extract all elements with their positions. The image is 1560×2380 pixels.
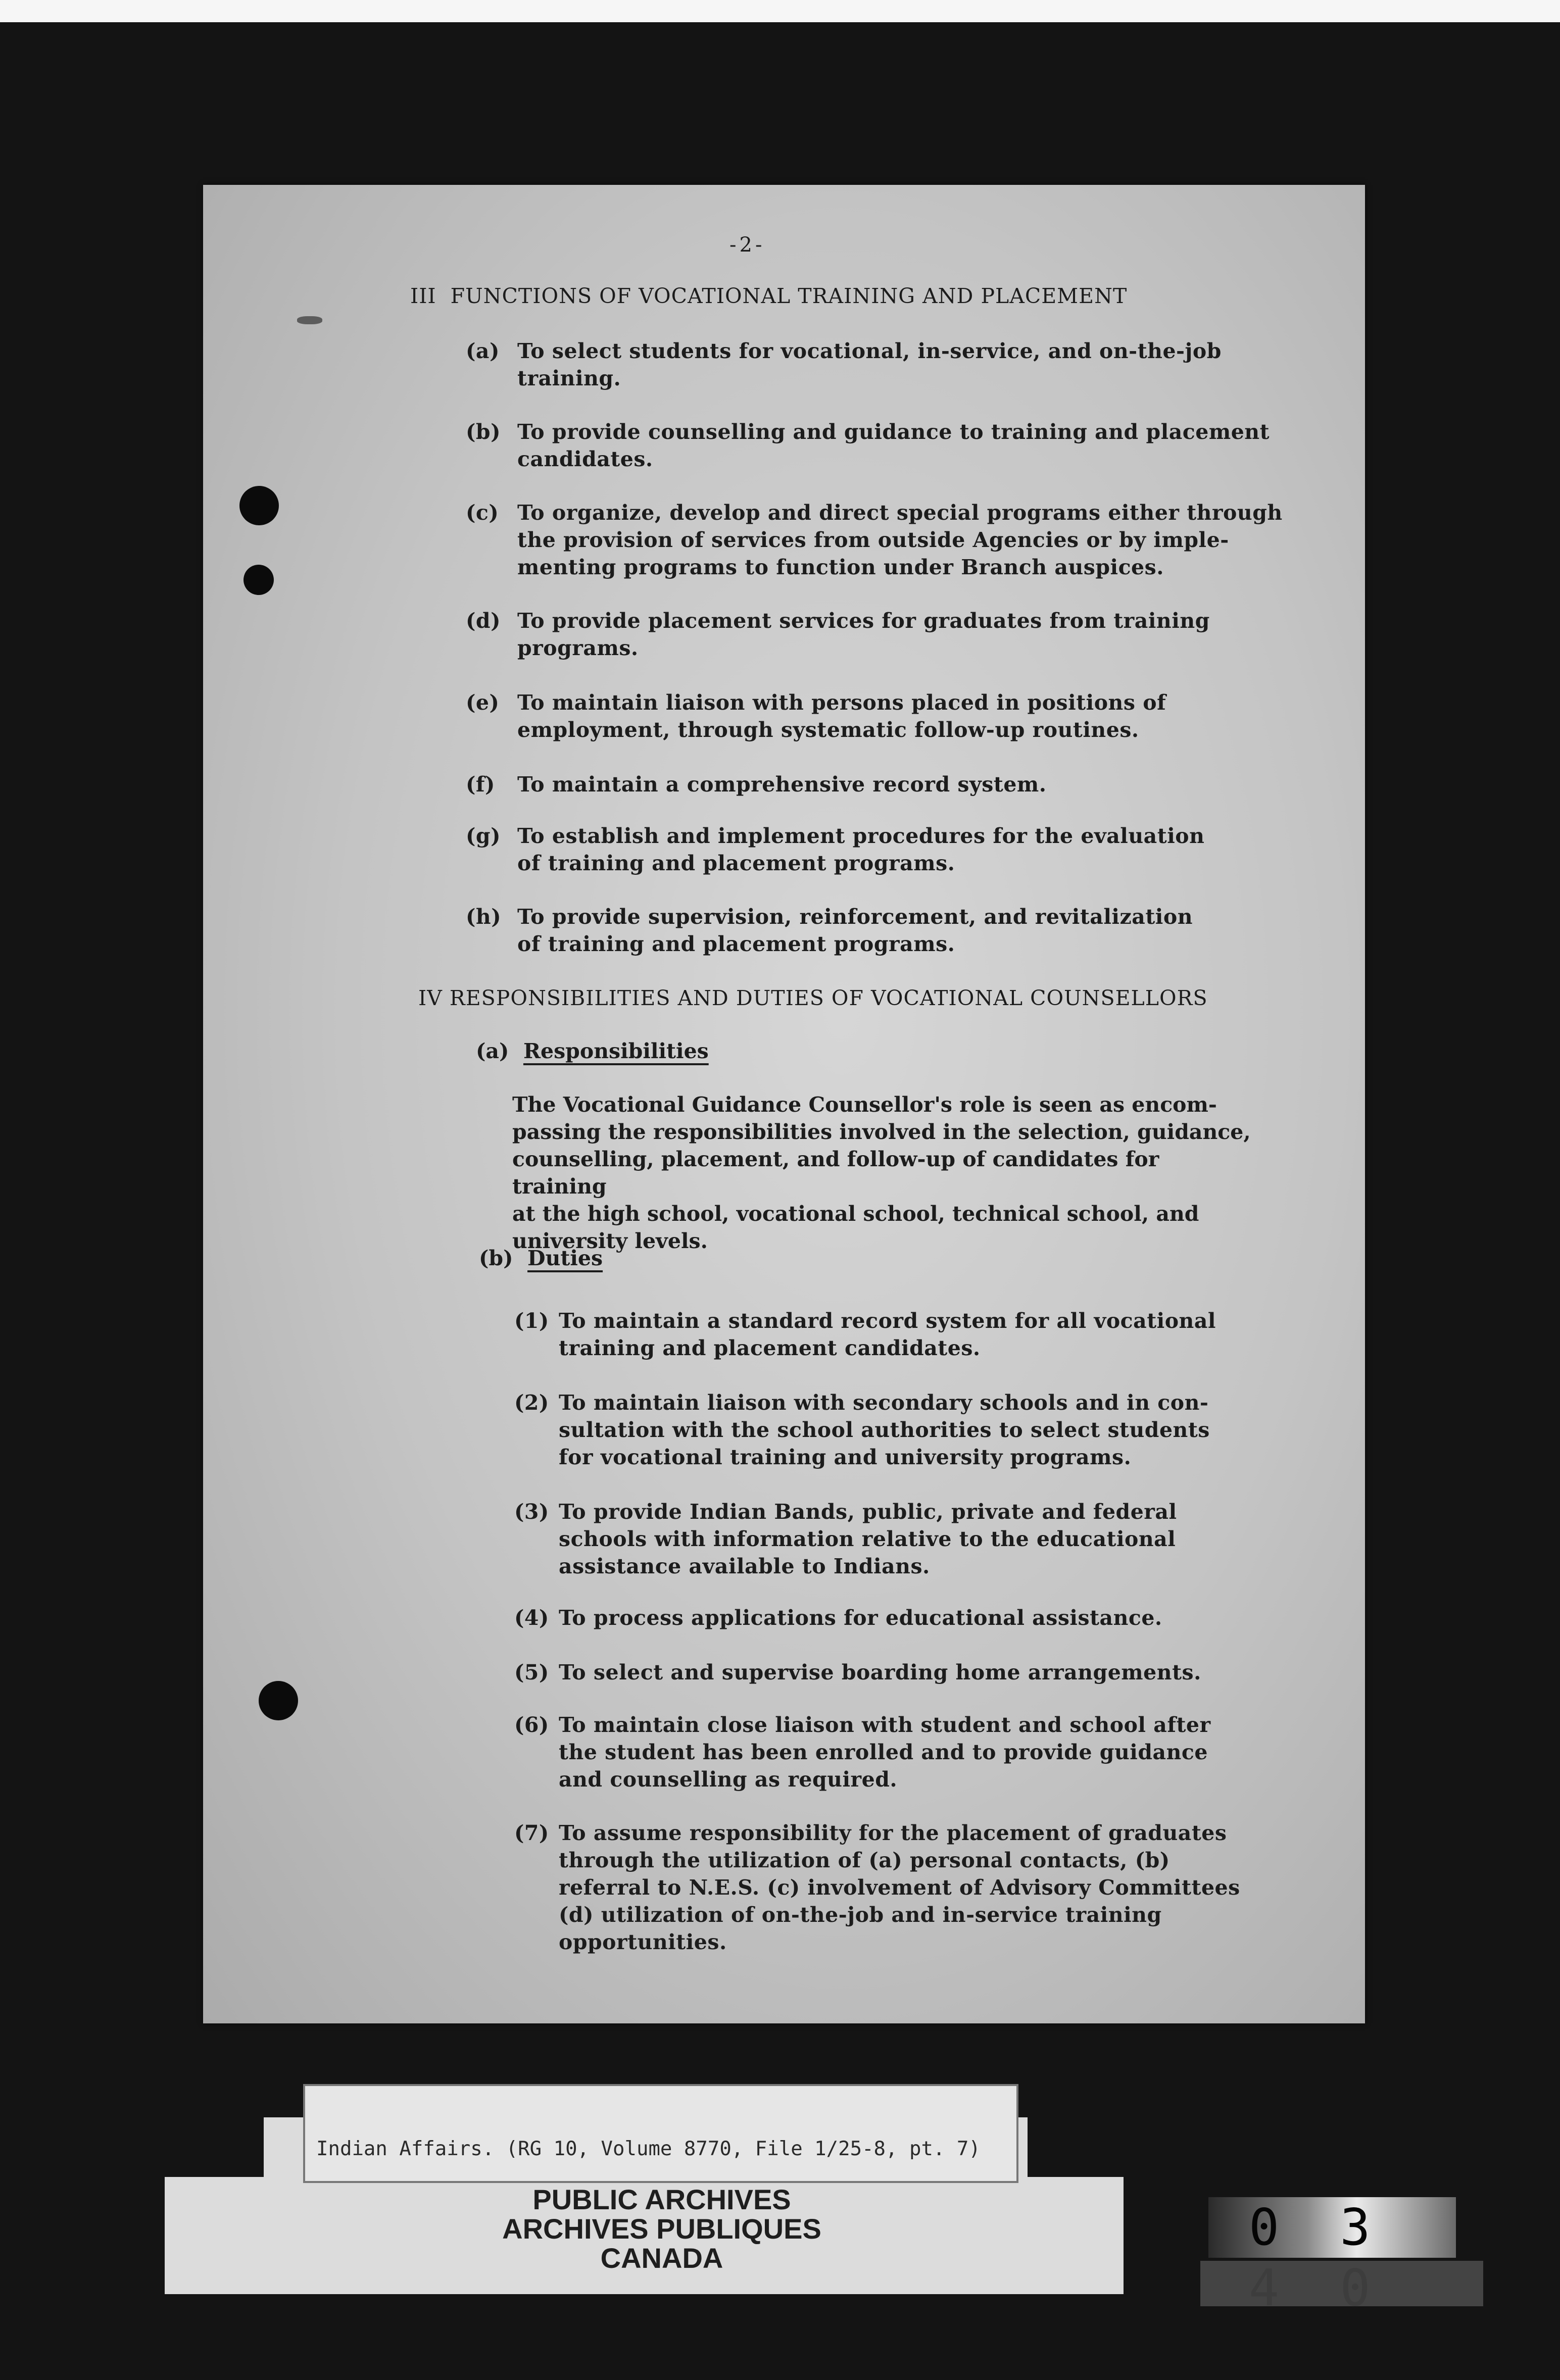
function-item-c — [466, 499, 1325, 581]
punch-hole-1 — [239, 486, 279, 525]
frame-number-blur — [1200, 2261, 1483, 2306]
duty-item-2 — [514, 1389, 1272, 1471]
punch-hole-3 — [259, 1681, 298, 1720]
item-label: (5) — [514, 1660, 549, 1684]
function-item-g — [466, 822, 1294, 877]
duty-item-6 — [514, 1711, 1272, 1793]
section-iii-heading — [410, 284, 1127, 308]
item-label: (e) — [466, 690, 500, 715]
punch-hole-2 — [243, 565, 274, 595]
duty-item-5 — [514, 1659, 1272, 1686]
item-label: (4) — [514, 1606, 549, 1630]
item-text: To provide Indian Bands, public, private and federal schools with information relative to the educational assistance available to Indians. — [559, 1500, 1177, 1578]
item-label: (b) — [466, 420, 501, 444]
sub-label: (a) — [476, 1039, 509, 1063]
archive-citation: Indian Affairs. (RG 10, Volume 8770, File 1/25-8, pt. 7) — [316, 2138, 981, 2160]
sub-label: (b) — [479, 1246, 513, 1270]
film-edge — [0, 0, 1560, 22]
function-item-f — [466, 771, 1294, 798]
archive-stamp-line-2: ARCHIVES PUBLIQUES — [502, 2213, 821, 2245]
item-text: To process applications for educational assistance. — [559, 1606, 1162, 1630]
duties-subheading — [479, 1245, 603, 1272]
citation-tab — [303, 2084, 1018, 2183]
item-label: (h) — [466, 905, 502, 929]
archive-stamp-line-1: PUBLIC ARCHIVES — [532, 2184, 791, 2215]
item-label: (d) — [466, 609, 501, 633]
item-label: (a) — [466, 339, 500, 363]
function-item-b — [466, 418, 1294, 473]
section-iv-title: RESPONSIBILITIES AND DUTIES OF VOCATIONAL COUNSELLORS — [449, 986, 1208, 1010]
item-label: (1) — [514, 1309, 549, 1333]
duty-item-3 — [514, 1498, 1272, 1580]
item-text: To maintain a comprehensive record system. — [517, 772, 1047, 797]
section-iv-numeral: IV — [418, 986, 443, 1010]
item-text: To select and supervise boarding home arrangements. — [559, 1660, 1201, 1684]
item-text: To select students for vocational, in-service, and on-the-job training. — [517, 339, 1222, 390]
item-text: To maintain close liaison with student and school after the student has been enrolled and to provide guidance and counselling as required. — [559, 1713, 1211, 1792]
page-number: -2- — [729, 233, 765, 257]
function-item-h — [466, 903, 1294, 958]
card-notch-right — [1028, 2117, 1124, 2177]
item-label: (7) — [514, 1821, 549, 1845]
frame-number: 0 3 — [1208, 2197, 1456, 2258]
item-text: To maintain liaison with secondary schools and in con- sultation with the school authorities to select students for vocational training and university programs. — [559, 1391, 1210, 1469]
item-text: To provide supervision, reinforcement, and revitalization of training and placement programs. — [517, 905, 1193, 956]
item-label: (g) — [466, 824, 501, 848]
item-text: To assume responsibility for the placement of graduates through the utilization of (a) personal contacts, (b) referral to N.E.S. (c) involvement of Advisory Committees (d) utilization of on-the-job and in-service training opportunities. — [559, 1821, 1240, 1954]
section-iv-heading — [418, 986, 1208, 1010]
function-item-d — [466, 607, 1294, 662]
responsibilities-subheading — [476, 1037, 709, 1065]
ink-smudge — [297, 316, 322, 324]
duty-item-1 — [514, 1307, 1272, 1362]
section-iii-title: FUNCTIONS OF VOCATIONAL TRAINING AND PLACEMENT — [450, 284, 1128, 308]
item-label: (6) — [514, 1713, 549, 1737]
item-label: (2) — [514, 1391, 549, 1415]
responsibilities-paragraph: The Vocational Guidance Counsellor's role is seen as encom- passing the responsibilities involved in the selection, guidance, counselling, placement, and follow-up of candidates for training at the high school, vocational school, technical school, and university levels. — [512, 1093, 1251, 1253]
function-item-a — [466, 337, 1294, 392]
item-text: To provide counselling and guidance to training and placement candidates. — [517, 420, 1270, 471]
item-text: To establish and implement procedures for the evaluation of training and placement programs. — [517, 824, 1205, 875]
item-label: (3) — [514, 1500, 549, 1524]
duties-title: Duties — [527, 1246, 603, 1270]
function-item-e — [466, 689, 1294, 743]
item-text: To maintain a standard record system for all vocational training and placement candidates. — [559, 1309, 1216, 1360]
item-label: (c) — [466, 501, 499, 525]
item-text: To provide placement services for graduates from training programs. — [517, 609, 1210, 660]
item-label: (f) — [466, 772, 495, 797]
document-page — [203, 185, 1365, 2023]
responsibilities-title: Responsibilities — [523, 1039, 709, 1063]
duty-item-7 — [514, 1819, 1343, 1956]
duty-item-4 — [514, 1604, 1272, 1631]
item-text: To maintain liaison with persons placed in positions of employment, through systematic follow-up routines. — [517, 690, 1166, 742]
card-notch-left — [165, 2117, 264, 2177]
archive-stamp-line-3: CANADA — [600, 2242, 723, 2274]
section-iii-numeral: III — [410, 284, 436, 308]
item-text: To organize, develop and direct special programs either through the provision of services from outside Agencies or by imple- menting programs to function under Branch auspices. — [517, 501, 1283, 579]
